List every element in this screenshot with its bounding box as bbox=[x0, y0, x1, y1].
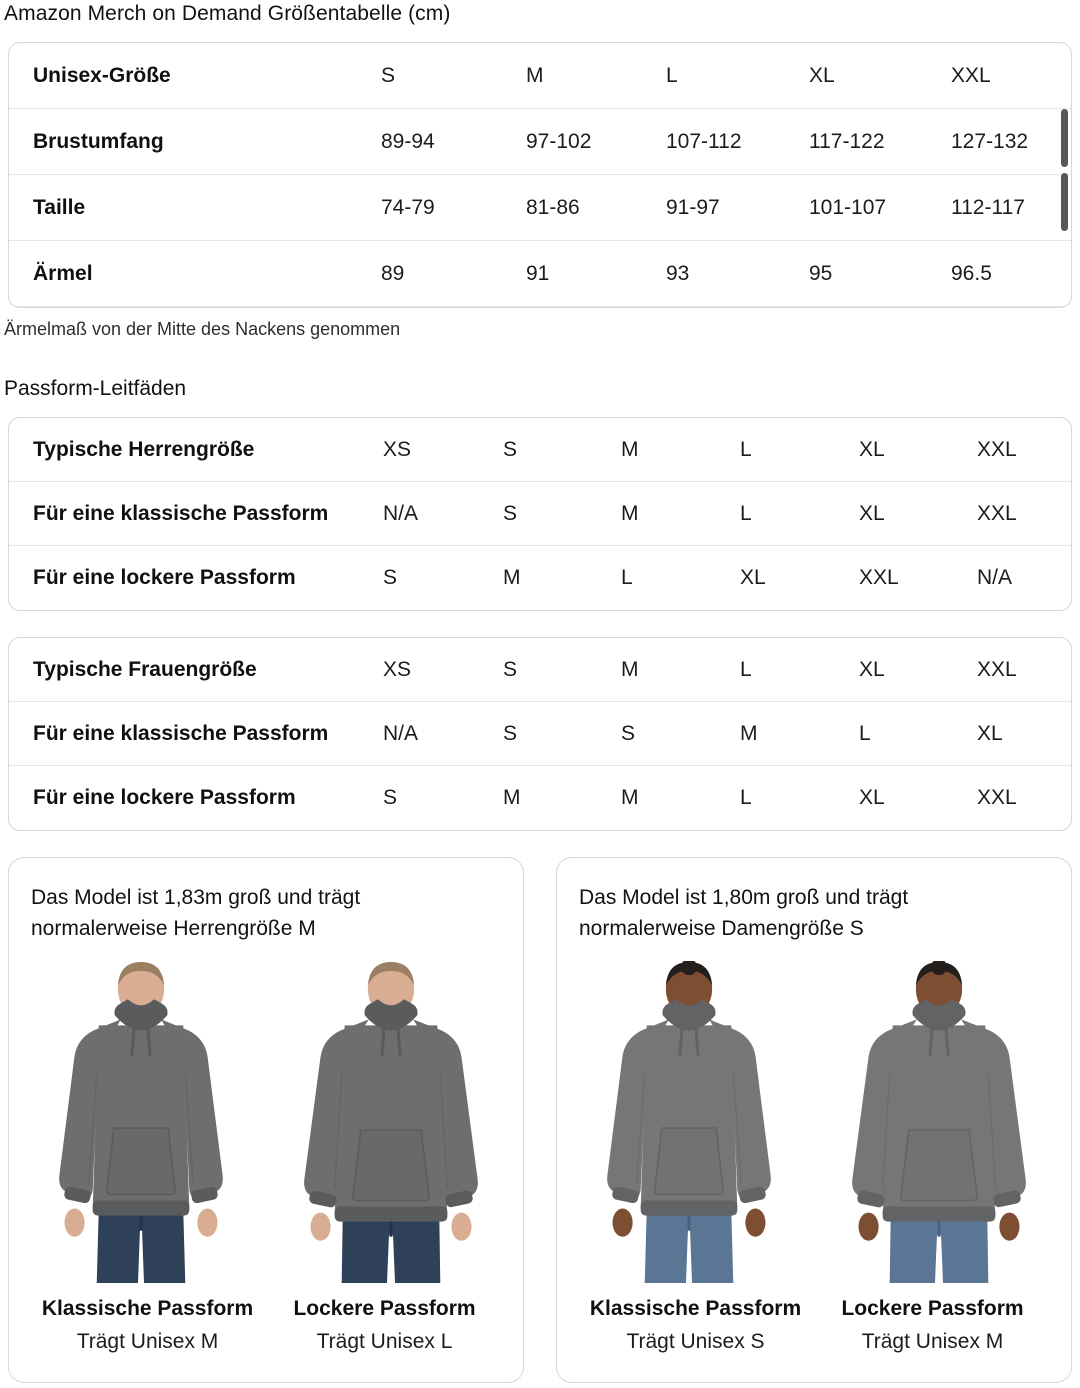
table-cell: XXL bbox=[977, 786, 1017, 809]
caption-loose-fit bbox=[814, 1297, 1051, 1354]
model-description: Das Model ist 1,83m groß und trägt normalerweise Herrengröße M bbox=[31, 886, 361, 940]
scrollbar-thumb[interactable] bbox=[1061, 109, 1068, 167]
table-cell: 101-107 bbox=[809, 195, 887, 219]
page-title: Amazon Merch on Demand Größentabelle (cm) bbox=[4, 2, 451, 25]
table-cell: N/A bbox=[383, 721, 419, 745]
fit-guides-heading: Passform-Leitfäden bbox=[4, 377, 187, 400]
table-row-loose-fit bbox=[9, 546, 1071, 610]
row-label: Unisex-Größe bbox=[33, 63, 171, 87]
model-cards bbox=[8, 857, 1072, 1383]
row-label: Für eine klassische Passform bbox=[33, 501, 329, 525]
size-column-header: XL bbox=[859, 437, 885, 461]
row-label: Für eine klassische Passform bbox=[33, 721, 329, 745]
table-cell: M bbox=[740, 721, 758, 745]
size-column-header: L bbox=[666, 63, 678, 87]
size-column-header: M bbox=[526, 63, 544, 87]
table-cell: S bbox=[621, 721, 636, 745]
table-cell: L bbox=[621, 566, 633, 589]
table-cell: 81-86 bbox=[526, 195, 580, 219]
size-column-header: XXL bbox=[951, 63, 991, 87]
table-cell: 96.5 bbox=[951, 261, 992, 285]
row-label: Ärmel bbox=[33, 261, 93, 285]
size-column-header: S bbox=[503, 657, 518, 681]
sleeve-measure-footnote: Ärmelmaß von der Mitte des Nackens genommen bbox=[4, 319, 401, 339]
size-column-header: S bbox=[381, 63, 396, 87]
women-fit-guide-table bbox=[8, 637, 1072, 831]
size-column-header: M bbox=[621, 437, 639, 461]
row-label: Typische Frauengröße bbox=[33, 657, 257, 681]
table-cell: S bbox=[503, 721, 518, 745]
row-label: Typische Herrengröße bbox=[33, 437, 255, 461]
size-column-header: S bbox=[503, 437, 518, 461]
table-cell: 93 bbox=[666, 261, 690, 285]
model-description: Das Model ist 1,80m groß und trägt normalerweise Damengröße S bbox=[579, 886, 909, 940]
model-photo-loose-fit bbox=[279, 961, 503, 1283]
size-column-header: XS bbox=[383, 437, 412, 461]
fit-label: Lockere Passform bbox=[841, 1297, 1024, 1320]
table-header-row bbox=[9, 418, 1071, 482]
table-cell: S bbox=[383, 566, 398, 589]
table-cell: XL bbox=[740, 566, 766, 589]
size-column-header: L bbox=[740, 437, 752, 461]
table-cell: 89 bbox=[381, 261, 405, 285]
fit-label: Lockere Passform bbox=[293, 1297, 476, 1320]
table-cell: XL bbox=[977, 721, 1003, 745]
table-row-chest bbox=[9, 109, 1071, 175]
size-column-header: XL bbox=[859, 657, 885, 681]
model-photos bbox=[29, 961, 503, 1283]
table-cell: M bbox=[503, 786, 521, 809]
caption-classic-fit bbox=[29, 1297, 266, 1354]
size-column-header: XL bbox=[809, 63, 835, 87]
caption-loose-fit bbox=[266, 1297, 503, 1354]
table-row-waist bbox=[9, 175, 1071, 241]
row-label: Für eine lockere Passform bbox=[33, 566, 296, 589]
scrollbar-thumb[interactable] bbox=[1061, 173, 1068, 231]
table-cell: 95 bbox=[809, 261, 833, 285]
fit-label: Klassische Passform bbox=[589, 1297, 802, 1320]
size-worn-label: Trägt Unisex M bbox=[861, 1330, 1004, 1353]
table-cell: 107-112 bbox=[666, 129, 742, 153]
table-cell: L bbox=[740, 786, 752, 809]
table-row-classic-fit bbox=[9, 702, 1071, 766]
table-row-loose-fit bbox=[9, 766, 1071, 830]
row-label: Brustumfang bbox=[33, 129, 164, 153]
table-row-classic-fit bbox=[9, 482, 1071, 546]
table-cell: S bbox=[383, 786, 398, 809]
table-cell: 91-97 bbox=[666, 195, 720, 219]
table-cell: XXL bbox=[977, 501, 1017, 525]
model-photo-loose-fit bbox=[827, 961, 1051, 1283]
table-cell: L bbox=[859, 721, 871, 745]
table-cell: M bbox=[621, 501, 639, 525]
table-cell: 117-122 bbox=[809, 129, 885, 153]
table-cell: 97-102 bbox=[526, 129, 592, 153]
table-row-sleeve bbox=[9, 241, 1071, 307]
caption-classic-fit bbox=[577, 1297, 814, 1354]
table-cell: L bbox=[740, 501, 752, 525]
female-model-card bbox=[556, 857, 1072, 1383]
table-cell: 89-94 bbox=[381, 129, 435, 153]
size-worn-label: Trägt Unisex L bbox=[316, 1330, 453, 1353]
model-photo-classic-fit bbox=[577, 961, 801, 1283]
size-column-header: M bbox=[621, 657, 639, 681]
photo-captions bbox=[577, 1297, 1051, 1354]
table-header-row bbox=[9, 43, 1071, 109]
size-worn-label: Trägt Unisex S bbox=[626, 1330, 765, 1353]
table-cell: N/A bbox=[977, 566, 1013, 589]
unisex-size-table bbox=[8, 42, 1072, 308]
table-cell: 127-132 bbox=[951, 129, 1029, 153]
size-column-header: XS bbox=[383, 657, 412, 681]
male-model-card bbox=[8, 857, 524, 1383]
table-cell: XL bbox=[859, 786, 885, 809]
size-column-header: XXL bbox=[977, 437, 1017, 461]
table-cell: XL bbox=[859, 501, 885, 525]
table-cell: M bbox=[621, 786, 639, 809]
size-column-header: L bbox=[740, 657, 752, 681]
row-label: Für eine lockere Passform bbox=[33, 786, 296, 809]
men-fit-guide-table bbox=[8, 417, 1072, 611]
model-photos bbox=[577, 961, 1051, 1283]
table-cell: M bbox=[503, 566, 521, 589]
table-cell: XXL bbox=[859, 566, 899, 589]
table-cell: 112-117 bbox=[951, 195, 1025, 219]
photo-captions bbox=[29, 1297, 503, 1354]
row-label: Taille bbox=[33, 195, 86, 219]
table-cell: N/A bbox=[383, 501, 419, 525]
fit-label: Klassische Passform bbox=[41, 1297, 254, 1320]
table-cell: S bbox=[503, 501, 518, 525]
size-column-header: XXL bbox=[977, 657, 1017, 681]
table-header-row bbox=[9, 638, 1071, 702]
model-photo-classic-fit bbox=[29, 961, 253, 1283]
size-worn-label: Trägt Unisex M bbox=[76, 1330, 219, 1353]
table-cell: 91 bbox=[526, 261, 550, 285]
table-cell: 74-79 bbox=[381, 195, 435, 219]
